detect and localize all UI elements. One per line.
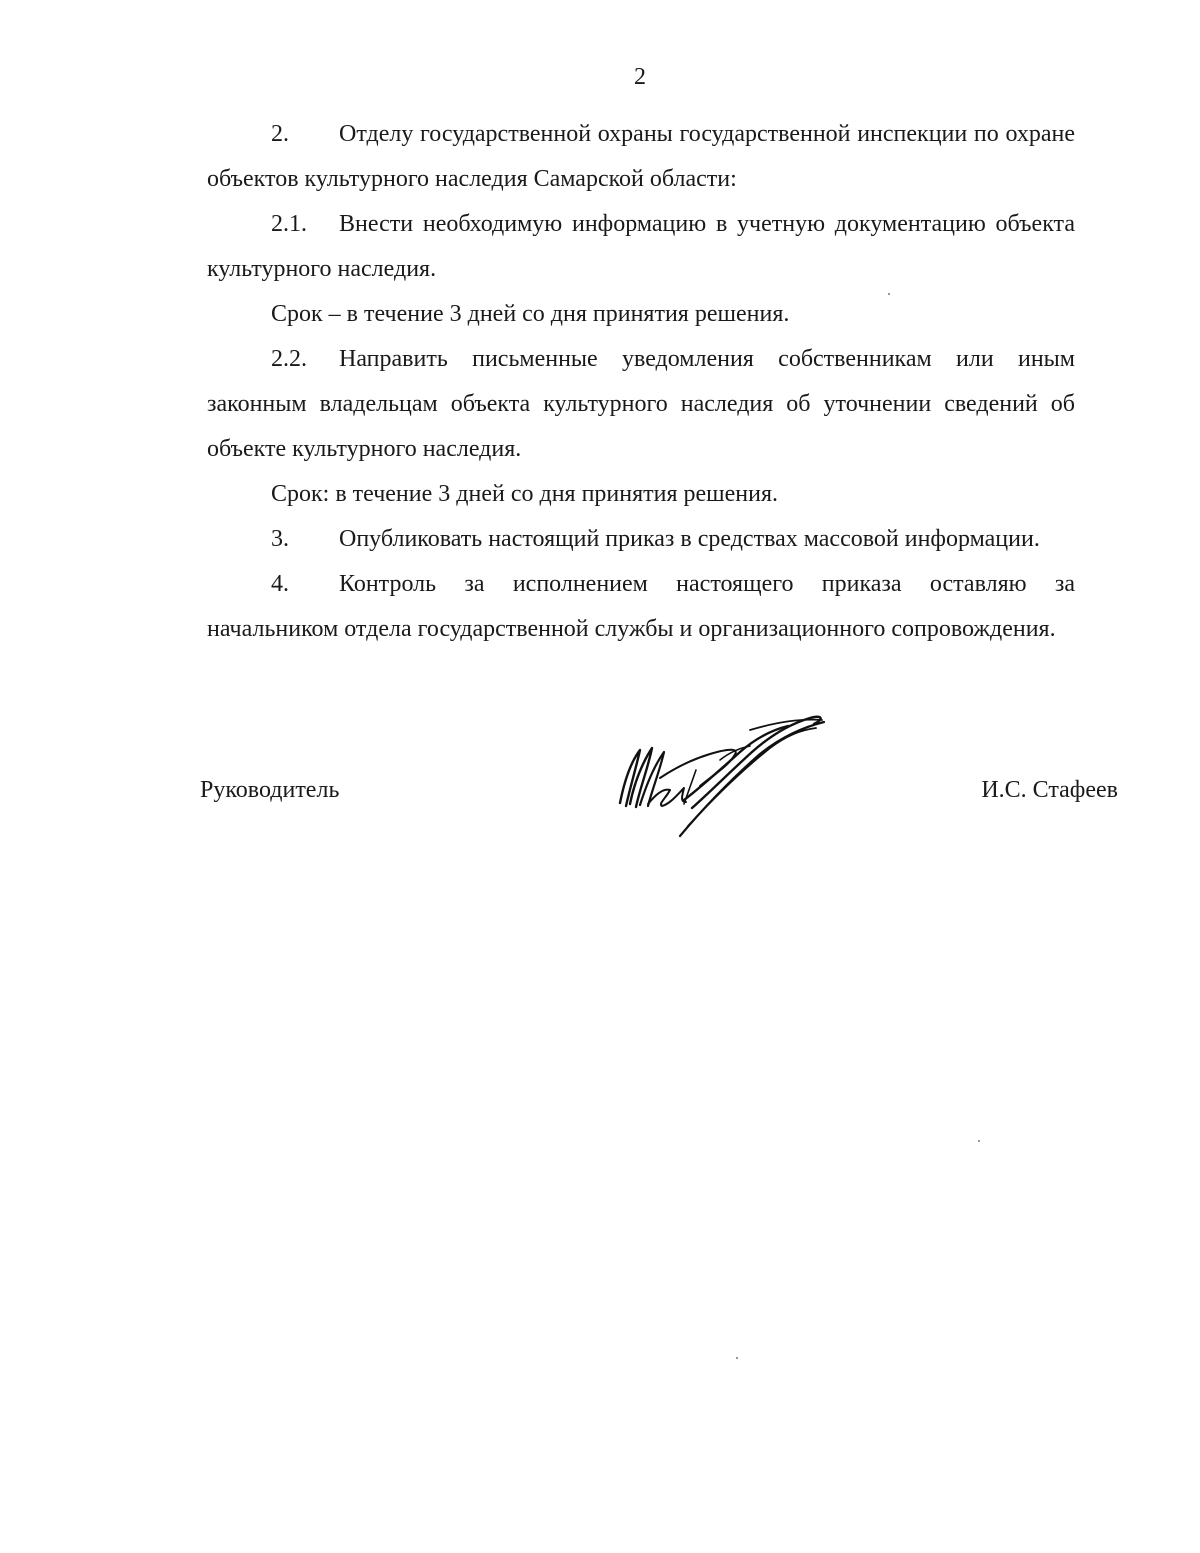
scan-speck <box>978 1140 980 1142</box>
paragraph-text: Контроль за исполнением настоящего приказа оставляю за начальником отдела государственной службы и организационного сопровождения. <box>207 571 1075 642</box>
handwritten-signature <box>600 708 840 838</box>
paragraph-text: Внести необходимую информацию в учетную документацию объекта культурного наследия. <box>207 211 1075 282</box>
paragraph-text: Срок – в течение 3 дней со дня принятия решения. <box>271 301 790 327</box>
paragraph-text: Направить письменные уведомления собственникам или иным законным владельцам объекта культурного наследия об уточнении сведений об объекте культурного наследия. <box>207 346 1075 462</box>
paragraph-deadline-2 <box>207 472 1075 517</box>
paragraph-2 <box>207 112 1075 202</box>
paragraph-3 <box>207 517 1075 562</box>
paragraph-deadline-1 <box>207 292 1075 337</box>
paragraph-4 <box>207 562 1075 652</box>
signatory-position: Руководитель <box>200 777 340 803</box>
page-number: 2 <box>634 64 646 90</box>
paragraph-number: 4. <box>271 571 289 597</box>
paragraph-number: 2.2. <box>271 346 307 372</box>
paragraph-text: Отделу государственной охраны государственной инспекции по охране объектов культурного наследия Самарской области: <box>207 121 1075 192</box>
paragraph-text: Срок: в течение 3 дней со дня принятия решения. <box>271 481 779 507</box>
signatory-name: И.С. Стафеев <box>981 777 1118 803</box>
paragraph-2-1 <box>207 202 1075 292</box>
document-body <box>207 112 1075 652</box>
scan-speck <box>736 1357 738 1359</box>
scan-speck <box>888 293 890 295</box>
paragraph-text: Опубликовать настоящий приказ в средствах массовой информации. <box>339 526 1040 552</box>
paragraph-number: 2.1. <box>271 211 307 237</box>
paragraph-2-2 <box>207 337 1075 472</box>
paragraph-number: 2. <box>271 121 289 147</box>
paragraph-number: 3. <box>271 526 289 552</box>
